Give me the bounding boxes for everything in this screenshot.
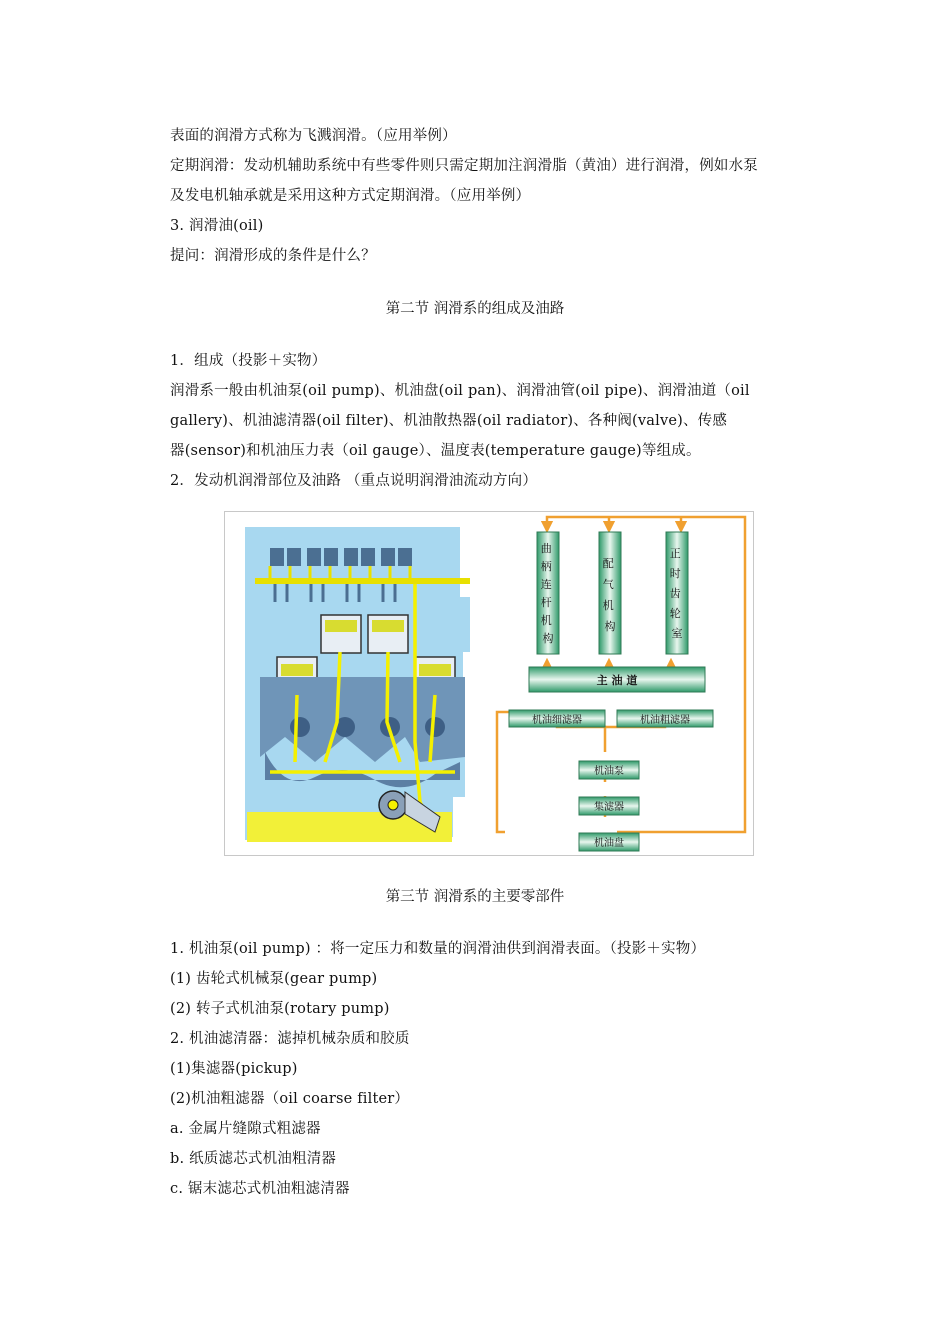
column-label-char: 构 <box>542 632 554 645</box>
text-line: (1)集滤器(pickup) <box>170 1061 298 1077</box>
column-label-char: 机 <box>602 599 614 612</box>
text-line: c. 锯末滤芯式机油粗滤清器 <box>170 1181 350 1197</box>
column-label-char: 气 <box>602 578 614 591</box>
text-line: (2)机油粗滤器（oil coarse filter） <box>170 1091 410 1107</box>
coarse-filter-label: 机油粗滤器 <box>640 715 690 726</box>
column-label-char: 连 <box>540 578 552 591</box>
text-line: 1. 机油泵(oil pump) ：将一定压力和数量的润滑油供到润滑表面。（投影＋实物） <box>170 941 706 957</box>
column-label-char: 曲 <box>540 542 552 555</box>
column-label-char: 时 <box>669 567 681 580</box>
text-line: b. 纸质滤芯式机油粗清器 <box>170 1151 337 1167</box>
column-label-char: 构 <box>604 620 616 633</box>
text-line: 表面的润滑方式称为飞溅润滑。（应用举例） <box>170 128 457 144</box>
text-line: (2) 转子式机油泵(rotary pump) <box>170 1001 390 1017</box>
lubrication-diagram-svg <box>225 512 753 855</box>
column-label-char: 轮 <box>669 607 681 620</box>
text-line: 定期润滑：发动机辅助系统中有些零件则只需定期加注润滑脂（黄油）进行润滑，例如水泵 <box>170 158 758 174</box>
main-gallery-label: 主 油 道 <box>596 674 638 687</box>
text-line: 2. 机油滤清器：滤掉机械杂质和胶质 <box>170 1031 410 1047</box>
text-line: gallery)、机油滤清器(oil filter)、机油散热器(oil radiator)、各种阀(valve)、传感 <box>170 413 728 429</box>
column-label-char: 齿 <box>669 587 681 600</box>
engine-cutaway <box>245 527 470 842</box>
column-label-char: 配 <box>602 557 614 570</box>
text-line: 3. 润滑油(oil) <box>170 218 264 234</box>
text-line: 润滑系一般由机油泵(oil pump)、机油盘(oil pan)、润滑油管(oil pipe)、润滑油道（oil <box>170 383 750 399</box>
pump-label: 机油泵 <box>594 766 624 777</box>
column-label-char: 室 <box>671 627 683 640</box>
pan-label: 机油盘 <box>594 838 624 849</box>
text-line: a. 金属片缝隙式粗滤器 <box>170 1121 321 1137</box>
text-line: 及发电机轴承就是采用这种方式定期润滑。（应用举例） <box>170 188 531 204</box>
text-line: 2．发动机润滑部位及油路 （重点说明润滑油流动方向） <box>170 473 538 489</box>
fine-filter-label: 机油细滤器 <box>532 715 582 726</box>
lubrication-diagram <box>224 511 754 856</box>
column-label-char: 杆 <box>540 596 552 609</box>
text-line: 提问：润滑形成的条件是什么？ <box>170 248 376 264</box>
oil-flow-chart <box>497 517 745 851</box>
text-line: (1) 齿轮式机械泵(gear pump) <box>170 971 378 987</box>
section-heading: 第三节 润滑系的主要零部件 <box>385 889 565 905</box>
text-line: 1．组成（投影＋实物） <box>170 353 327 369</box>
column-label-char: 机 <box>540 614 552 627</box>
column-label-char: 柄 <box>540 560 552 573</box>
pickup-label: 集滤器 <box>594 802 624 813</box>
text-line: 器(sensor)和机油压力表（oil gauge）、温度表(temperature gauge)等组成。 <box>170 443 701 459</box>
section-heading: 第二节 润滑系的组成及油路 <box>385 301 565 317</box>
column-label-char: 正 <box>669 547 681 560</box>
